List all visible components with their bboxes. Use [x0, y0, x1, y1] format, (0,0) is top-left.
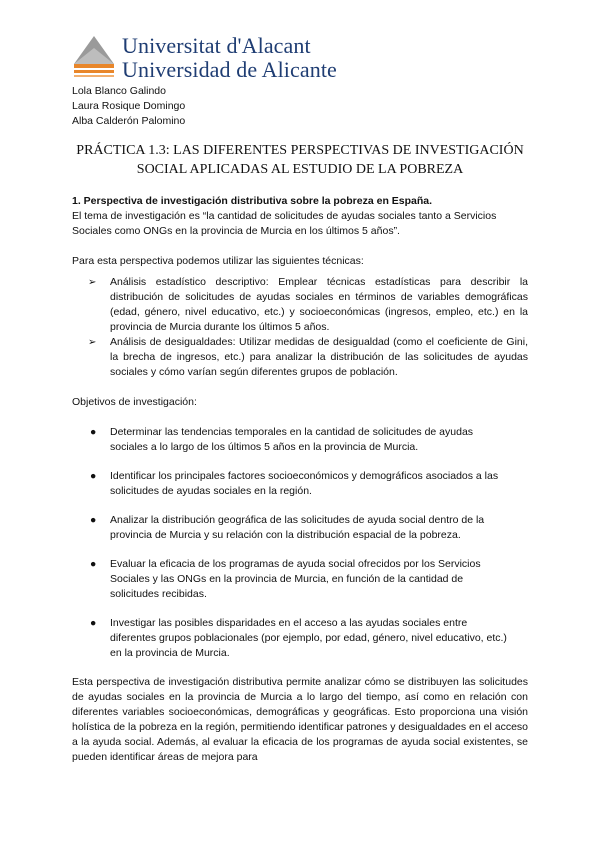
list-item [90, 616, 528, 661]
dot-bullet-icon: ● [90, 426, 97, 438]
dot-bullet-icon: ● [90, 617, 97, 629]
dot-bullet-icon: ● [90, 558, 97, 570]
university-logo-icon [72, 34, 116, 78]
document-title-line: PRÁCTICA 1.3: LAS DIFERENTES PERSPECTIVAS DE INVESTIGACIÓN [76, 143, 524, 158]
author-name: Alba Calderón Palomino [72, 115, 186, 127]
list-item-text: Investigar las posibles disparidades en el acceso a las ayudas sociales entre diferentes grupos poblacionales (por ejemplo, por edad, género, nivel educativo, etc.) en la provincia de Murcia. [110, 617, 507, 659]
list-item-text: Identificar los principales factores socioeconómicos y demográficos asociados a las solicitudes de ayudas sociales en la región. [110, 470, 499, 497]
list-item [90, 513, 528, 543]
document-title [72, 141, 528, 179]
author-name: Laura Rosique Domingo [72, 100, 186, 112]
objectives-intro: Objetivos de investigación: [72, 396, 197, 408]
university-name [122, 34, 337, 82]
university-logo [72, 34, 337, 82]
document-title-line: SOCIAL APLICADAS AL ESTUDIO DE LA POBREZA [136, 162, 464, 177]
techniques-intro: Para esta perspectiva podemos utilizar las siguientes técnicas: [72, 255, 364, 267]
techniques-list [72, 275, 528, 380]
list-item [88, 275, 528, 335]
list-item-text: Análisis estadístico descriptivo: Emplear técnicas estadísticas para describir la distribución de solicitudes de ayudas sociales en términos de variables demográficas (edad, género, nivel educativo, etc.) y socioeconómicas (ingresos, empleo, etc.) en la provincia de Murcia durante los últimos 5 años. [110, 276, 528, 333]
objectives-list [72, 425, 528, 661]
section-heading: 1. Perspectiva de investigación distributiva sobre la pobreza en España. [72, 195, 433, 207]
conclusion-paragraph: Esta perspectiva de investigación distributiva permite analizar cómo se distribuyen las solicitudes de ayudas sociales en la provincia de Murcia a lo largo del tiempo, así como en relación con diferentes variables socioeconómicas, demográficas y geográficas. Esto proporciona una visión holística de la pobreza en la región, permitiendo identificar patrones y desigualdades en el acceso a la ayuda social. Además, al evaluar la eficacia de los programas de ayuda social existentes, se pueden identificar áreas de mejora para [72, 676, 528, 763]
arrow-bullet-icon: ➢ [88, 337, 97, 348]
document-body [72, 194, 528, 765]
university-name-spanish: Universidad de Alicante [122, 57, 337, 82]
dot-bullet-icon: ● [90, 470, 97, 482]
list-item-text: Determinar las tendencias temporales en la cantidad de solicitudes de ayudas sociales a lo largo de los últimos 5 años en la provincia de Murcia. [110, 426, 474, 453]
list-item-text: Analizar la distribución geográfica de las solicitudes de ayuda social dentro de la provincia de Murcia y su relación con la distribución espacial de la pobreza. [110, 514, 485, 541]
list-item [90, 425, 528, 455]
intro-paragraph: El tema de investigación es “la cantidad de solicitudes de ayudas sociales tanto a Servicios Sociales como ONGs en la provincia de Murcia en los últimos 5 años”. [72, 210, 497, 237]
list-item [90, 469, 528, 499]
list-item [88, 335, 528, 380]
list-item-text: Evaluar la eficacia de los programas de ayuda social ofrecidos por los Servicios Sociales y las ONGs en la provincia de Murcia, en función de la cantidad de solicitudes recibidas. [110, 558, 481, 600]
dot-bullet-icon: ● [90, 514, 97, 526]
author-name: Lola Blanco Galindo [72, 85, 166, 97]
university-name-valencian: Universitat d'Alacant [122, 33, 311, 58]
arrow-bullet-icon: ➢ [88, 277, 97, 288]
list-item-text: Análisis de desigualdades: Utilizar medidas de desigualdad (como el coeficiente de Gini, la brecha de ingresos, etc.) para analizar la distribución de las solicitudes de ayudas sociales y cómo varían según diferentes grupos de población. [110, 336, 528, 378]
author-list [72, 84, 185, 129]
list-item [90, 557, 528, 602]
